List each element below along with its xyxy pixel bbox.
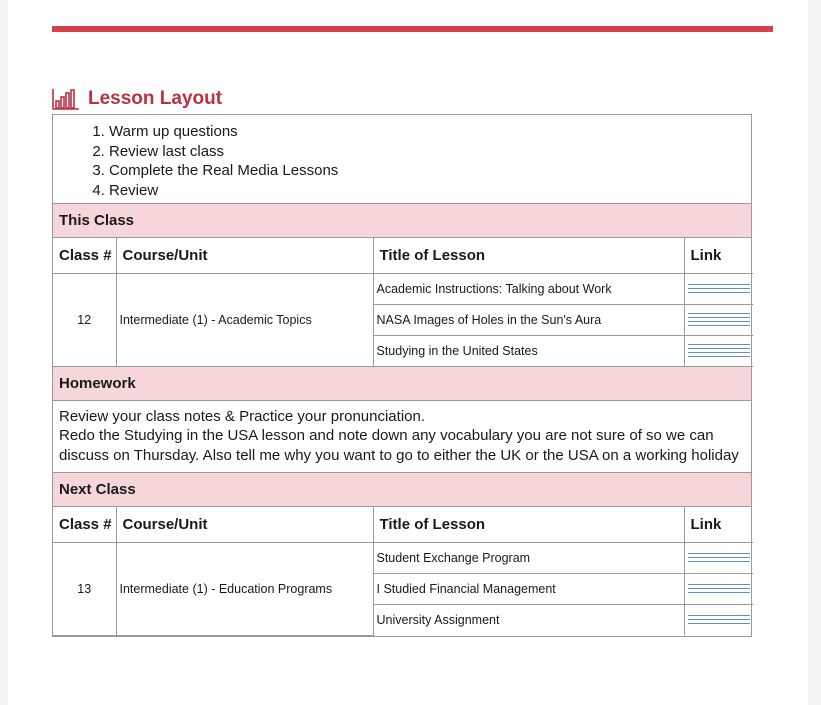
lesson-title: Academic Instructions: Talking about Work [373, 273, 684, 304]
class-number: 13 [53, 542, 116, 635]
table-header-row [53, 238, 753, 273]
plan-item: 4. Review [109, 181, 751, 201]
plan-list [53, 122, 751, 200]
course-unit: Intermediate (1) - Academic Topics [116, 273, 373, 366]
lesson-link[interactable] [684, 573, 753, 604]
lesson-title: I Studied Financial Management [373, 573, 684, 604]
bar-chart-icon [52, 88, 80, 110]
col-header-title: Title of Lesson [373, 238, 684, 273]
lesson-title: University Assignment [373, 604, 684, 635]
lesson-link[interactable] [684, 304, 753, 335]
plan-item: 3. Complete the Real Media Lessons [109, 161, 751, 181]
lesson-title: NASA Images of Holes in the Sun's Aura [373, 304, 684, 335]
lesson-layout-table [52, 114, 752, 637]
table-row [53, 273, 753, 304]
homework-text [53, 401, 751, 474]
plan-item: 2. Review last class [109, 142, 751, 162]
table-row [53, 542, 753, 573]
lesson-link[interactable] [684, 604, 753, 635]
table-header-row [53, 507, 753, 542]
col-header-class: Class # [53, 507, 116, 542]
this-class-header: This Class [53, 204, 751, 238]
top-accent-rule [52, 26, 773, 32]
col-header-link: Link [684, 507, 753, 542]
next-class-table [53, 507, 753, 636]
col-header-link: Link [684, 238, 753, 273]
col-header-course: Course/Unit [116, 238, 373, 273]
lesson-link[interactable] [684, 542, 753, 573]
page-title: Lesson Layout [88, 88, 223, 109]
section-heading [52, 82, 222, 110]
homework-header: Homework [53, 367, 751, 401]
document-page [8, 0, 808, 705]
lesson-plan [53, 115, 751, 204]
plan-item: 1. Warm up questions [109, 122, 751, 142]
lesson-title: Student Exchange Program [373, 542, 684, 573]
lesson-title: Studying in the United States [373, 335, 684, 366]
homework-line: Redo the Studying in the USA lesson and note down any vocabulary you are not sure of so we can discuss on Thursday. Also tell me why you want to go to either the UK or the USA on a working holiday [59, 427, 739, 464]
col-header-title: Title of Lesson [373, 507, 684, 542]
next-class-header: Next Class [53, 473, 751, 507]
lesson-link[interactable] [684, 335, 753, 366]
col-header-class: Class # [53, 238, 116, 273]
this-class-table [53, 238, 753, 367]
lesson-link[interactable] [684, 273, 753, 304]
course-unit: Intermediate (1) - Education Programs [116, 542, 373, 635]
homework-line: Review your class notes & Practice your pronunciation. [59, 407, 426, 425]
class-number: 12 [53, 273, 116, 366]
col-header-course: Course/Unit [116, 507, 373, 542]
